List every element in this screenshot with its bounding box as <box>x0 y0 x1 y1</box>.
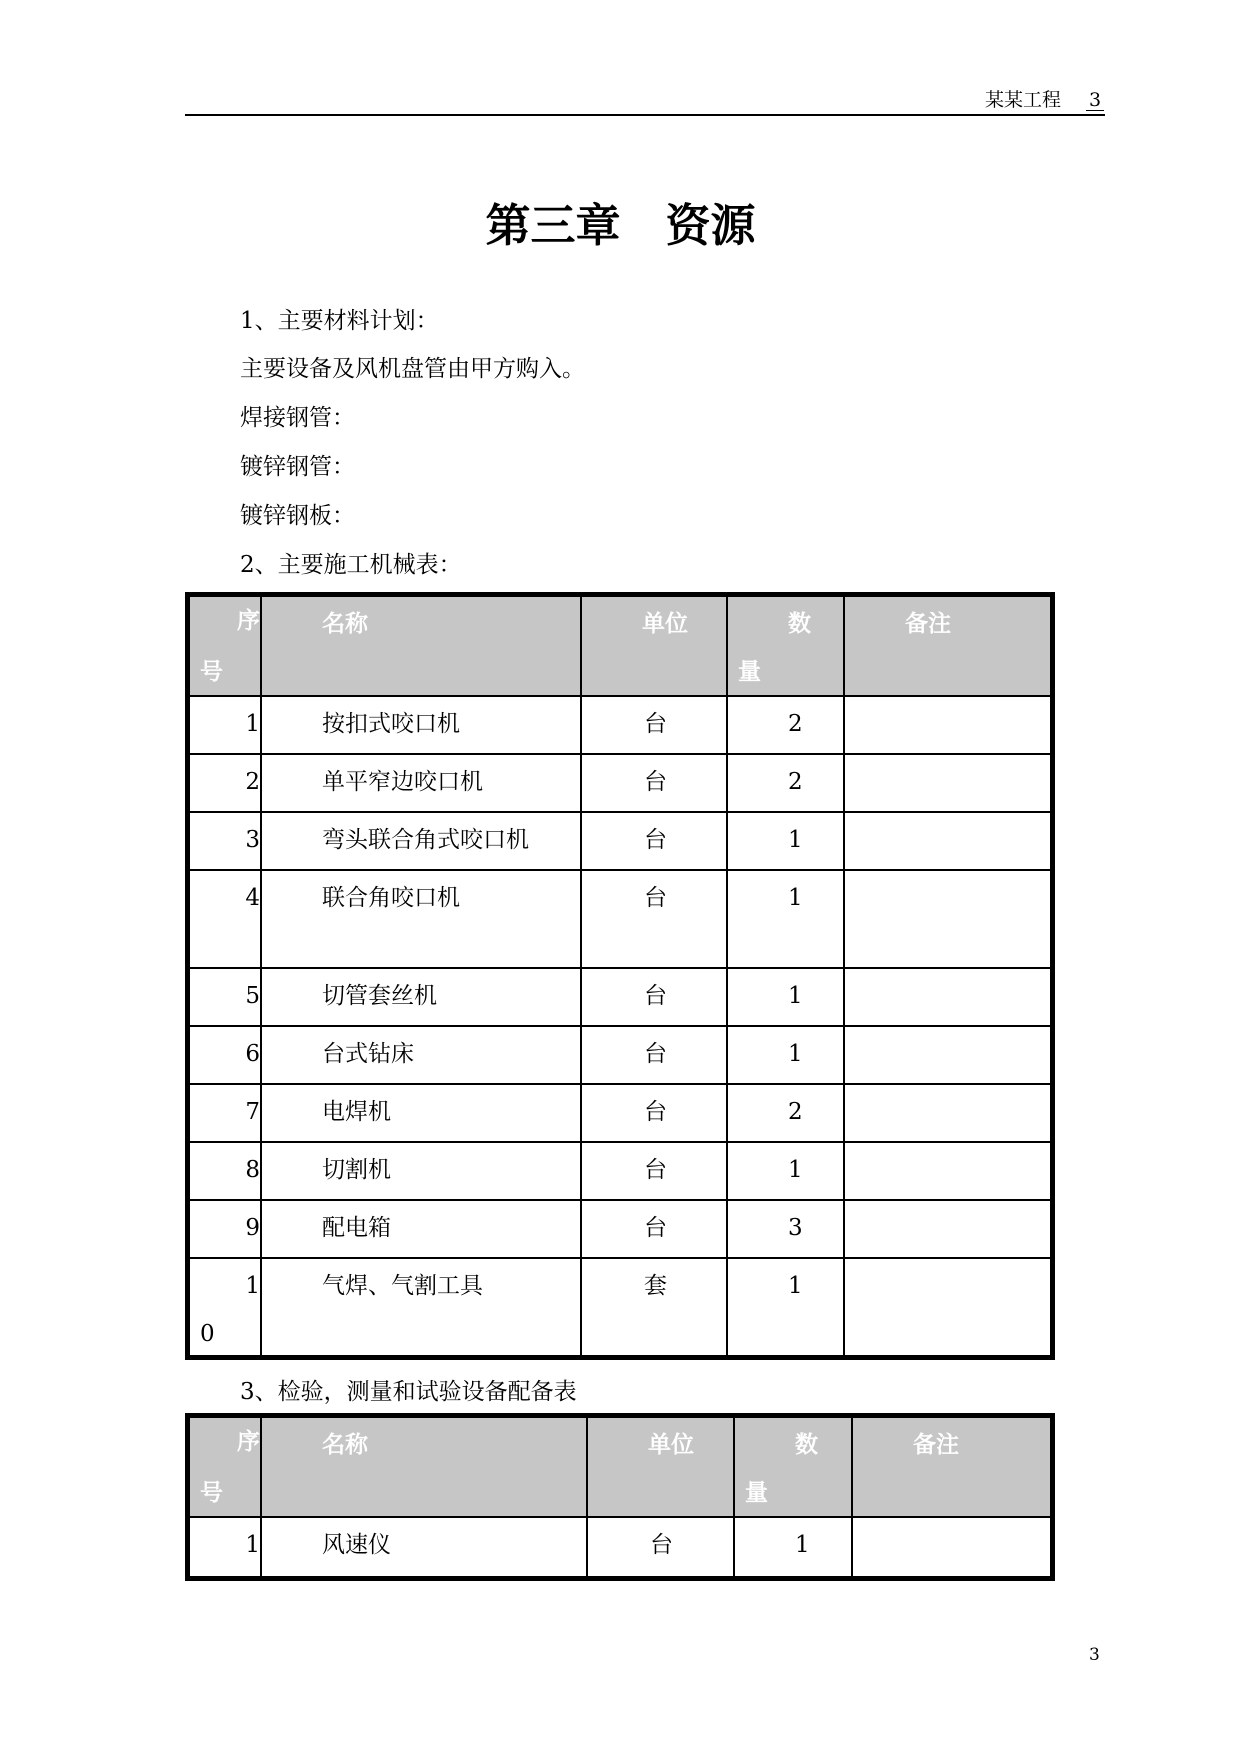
header-rule <box>185 114 1105 116</box>
row-unit: 台 <box>581 870 727 968</box>
row-remarks <box>844 1258 1051 1356</box>
inspection-table <box>185 1413 1055 1581</box>
header-cell-remarks: 备注 <box>852 1417 1051 1517</box>
row-no: 5 <box>189 968 261 1026</box>
header-qty-top: 数 <box>788 611 811 637</box>
header-cell-remarks: 备注 <box>844 596 1051 696</box>
chapter-title: 第三章 资源 <box>485 199 756 252</box>
header-qty-top: 数 <box>795 1432 818 1458</box>
row-no: 1 <box>189 696 261 754</box>
row-name: 切割机 <box>261 1142 581 1200</box>
row-remarks <box>844 812 1051 870</box>
row-remarks <box>844 1142 1051 1200</box>
row-unit: 套 <box>581 1258 727 1356</box>
header-cell-unit: 单位 <box>581 596 727 696</box>
row-unit: 台 <box>581 1084 727 1142</box>
row-name: 联合角咬口机 <box>261 870 581 968</box>
header-no-top: 序 <box>237 608 260 634</box>
header-page-underline <box>1086 110 1104 111</box>
table-header-row <box>189 596 1051 696</box>
header-qty-bottom: 量 <box>745 1480 768 1506</box>
row-remarks <box>852 1517 1051 1577</box>
row-unit: 台 <box>581 1026 727 1084</box>
inspection-heading: 3、检验，测量和试验设备配备表 <box>240 1379 577 1405</box>
header-cell-name: 名称 <box>261 596 581 696</box>
row-no-bottom: 0 <box>200 1321 215 1347</box>
row-remarks <box>844 696 1051 754</box>
row-no: 9 <box>189 1200 261 1258</box>
row-no: 8 <box>189 1142 261 1200</box>
row-remarks <box>844 1084 1051 1142</box>
row-name: 单平窄边咬口机 <box>261 754 581 812</box>
row-no: 6 <box>189 1026 261 1084</box>
header-title: 某某工程 <box>985 89 1062 111</box>
table-row <box>189 1084 1051 1142</box>
row-qty: 1 <box>727 812 844 870</box>
item-welded-pipe: 焊接钢管： <box>240 405 355 431</box>
row-qty: 1 <box>727 1258 844 1356</box>
row-qty: 1 <box>727 968 844 1026</box>
row-qty: 1 <box>734 1517 852 1577</box>
table-row <box>189 1517 1051 1577</box>
machinery-heading: 2、主要施工机械表： <box>240 552 462 578</box>
header-cell-qty <box>727 596 844 696</box>
item-galv-sheet: 镀锌钢板： <box>240 503 355 529</box>
header-no-bottom: 号 <box>200 1480 223 1506</box>
header-no-top: 序 <box>237 1429 260 1455</box>
row-name: 电焊机 <box>261 1084 581 1142</box>
row-no-top: 1 <box>245 1273 260 1299</box>
table-row <box>189 1142 1051 1200</box>
header-page-number: 3 <box>1089 89 1102 111</box>
row-qty: 1 <box>727 1026 844 1084</box>
row-name: 风速仪 <box>261 1517 587 1577</box>
row-remarks <box>844 754 1051 812</box>
table-row <box>189 696 1051 754</box>
row-no: 1 <box>189 1517 261 1577</box>
table-row <box>189 1258 1051 1356</box>
machinery-table <box>185 592 1055 1360</box>
row-remarks <box>844 968 1051 1026</box>
header-cell-no <box>189 596 261 696</box>
header-no-bottom: 号 <box>200 659 223 685</box>
materials-heading: 1、主要材料计划： <box>240 308 439 334</box>
row-remarks <box>844 870 1051 968</box>
row-unit: 台 <box>581 968 727 1026</box>
header-cell-unit: 单位 <box>587 1417 734 1517</box>
row-unit: 台 <box>581 696 727 754</box>
footer-page-number: 3 <box>1089 1645 1100 1665</box>
header-cell-name: 名称 <box>261 1417 587 1517</box>
row-remarks <box>844 1026 1051 1084</box>
table-row <box>189 1200 1051 1258</box>
row-name: 按扣式咬口机 <box>261 696 581 754</box>
header-qty-bottom: 量 <box>738 659 761 685</box>
table-row <box>189 870 1051 968</box>
row-qty: 1 <box>727 870 844 968</box>
table-row <box>189 1026 1051 1084</box>
row-unit: 台 <box>581 812 727 870</box>
row-name: 台式钻床 <box>261 1026 581 1084</box>
header-cell-qty <box>734 1417 852 1517</box>
row-name: 弯头联合角式咬口机 <box>261 812 581 870</box>
table-header-row <box>189 1417 1051 1517</box>
row-no: 3 <box>189 812 261 870</box>
row-qty: 1 <box>727 1142 844 1200</box>
row-unit: 台 <box>587 1517 734 1577</box>
item-galv-pipe: 镀锌钢管： <box>240 454 355 480</box>
table-row <box>189 754 1051 812</box>
table-row <box>189 812 1051 870</box>
row-qty: 2 <box>727 754 844 812</box>
row-no: 7 <box>189 1084 261 1142</box>
header-cell-no <box>189 1417 261 1517</box>
row-unit: 台 <box>581 1200 727 1258</box>
table-row <box>189 968 1051 1026</box>
row-name: 气焊、气割工具 <box>261 1258 581 1356</box>
row-unit: 台 <box>581 1142 727 1200</box>
row-no <box>189 1258 261 1356</box>
materials-note: 主要设备及风机盘管由甲方购入。 <box>240 356 585 382</box>
row-qty: 3 <box>727 1200 844 1258</box>
row-name: 配电箱 <box>261 1200 581 1258</box>
row-remarks <box>844 1200 1051 1258</box>
row-qty: 2 <box>727 1084 844 1142</box>
row-no: 4 <box>189 870 261 968</box>
row-no: 2 <box>189 754 261 812</box>
row-name: 切管套丝机 <box>261 968 581 1026</box>
row-unit: 台 <box>581 754 727 812</box>
row-qty: 2 <box>727 696 844 754</box>
